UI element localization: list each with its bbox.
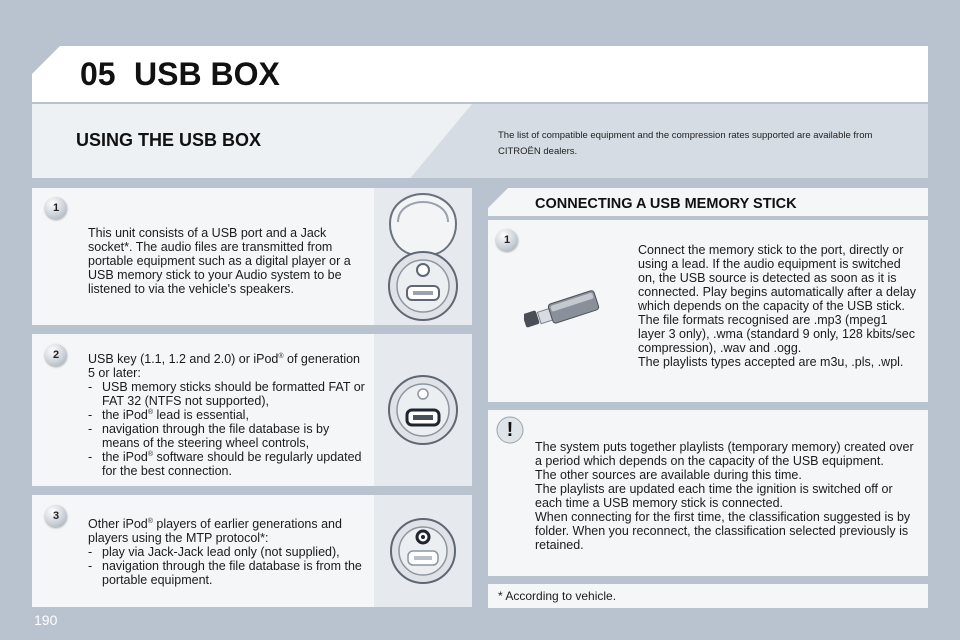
connect-line: The file formats recognised are .mp3 (mpeg1 layer 3 only), .wma (standard 9 only, 128 kbits/sec compression), .wav and .ogg. [638, 313, 915, 355]
jack-socket-image [374, 495, 472, 607]
connect-text [638, 243, 916, 369]
usb-box-lid-open-image [374, 188, 472, 325]
step-1-text: This unit consists of a USB port and a Jack socket*. The audio files are transmitted from portable equipment such as a digital player or a USB memory stick to your Audio system to be listened to via the vehicle's speakers. [88, 226, 351, 296]
chapter-number: 05 [80, 56, 116, 92]
connect-line: The playlists types accepted are m3u, .pls, .wpl. [638, 355, 904, 369]
page-number: 190 [34, 612, 58, 628]
usb-port-photo [374, 334, 472, 486]
step-3-bullet: - navigation through the file database is from the portable equipment. [88, 559, 362, 587]
connect-line: Connect the memory stick to the port, directly or using a lead. If the audio equipment is switched on, the USB source is detected as soon as it is connected. Play begins automatically after a delay which depends on the capacity of the USB stick. [638, 243, 916, 313]
step-2-intro: USB key (1.1, 1.2 and 2.0) or iPod® of generation 5 or later: [88, 352, 361, 380]
warning-line: The other sources are available during this time. [535, 468, 802, 482]
section-title-using-usb-box: USING THE USB BOX [76, 130, 262, 150]
usb-port-image [374, 334, 472, 486]
step-3-bullet: - play via Jack-Jack lead only (not supplied), [88, 545, 340, 559]
connect-step-badge-1: 1 [496, 229, 518, 251]
warning-mark: ! [506, 419, 514, 441]
compatibility-note: The list of compatible equipment and the compression rates supported are available from CITROËN dealers. [498, 130, 873, 157]
warning-text [535, 440, 919, 552]
step-2-text [88, 352, 368, 478]
warning-line: The system puts together playlists (temporary memory) created over a period which depends on the capacity of the USB equipment. [535, 440, 914, 468]
step-2-bullet: - navigation through the file database is by means of the steering wheel controls, [88, 422, 330, 450]
step-badge-2: 2 [45, 344, 67, 366]
usb-box-closed-photo [374, 188, 472, 325]
step-badge-1: 1 [45, 197, 67, 219]
chapter-title: USB BOX [134, 56, 280, 92]
step-3-text [88, 517, 368, 587]
step-2-bullet: - the iPod® software should be regularly updated for the best connection. [88, 450, 362, 478]
step-badge-3: 3 [45, 505, 67, 527]
warning-icon [496, 416, 524, 444]
usb-memory-stick-icon [524, 286, 602, 334]
step-3-intro: Other iPod® players of earlier generations and players using the MTP protocol*: [88, 517, 342, 545]
footnote: * According to vehicle. [498, 589, 617, 603]
jack-socket-photo [374, 495, 472, 607]
section-title-connecting: CONNECTING A USB MEMORY STICK [535, 196, 797, 212]
step-2-bullet: - the iPod® lead is essential, [88, 408, 249, 422]
step-2-bullet: - USB memory sticks should be formatted FAT or FAT 32 (NTFS not supported), [88, 380, 365, 408]
warning-line: The playlists are updated each time the ignition is switched off or each time a USB memory stick is connected. [535, 482, 893, 510]
warning-line: When connecting for the first time, the classification suggested is by folder. When you reconnect, the classification selected previously is retained. [535, 510, 911, 552]
